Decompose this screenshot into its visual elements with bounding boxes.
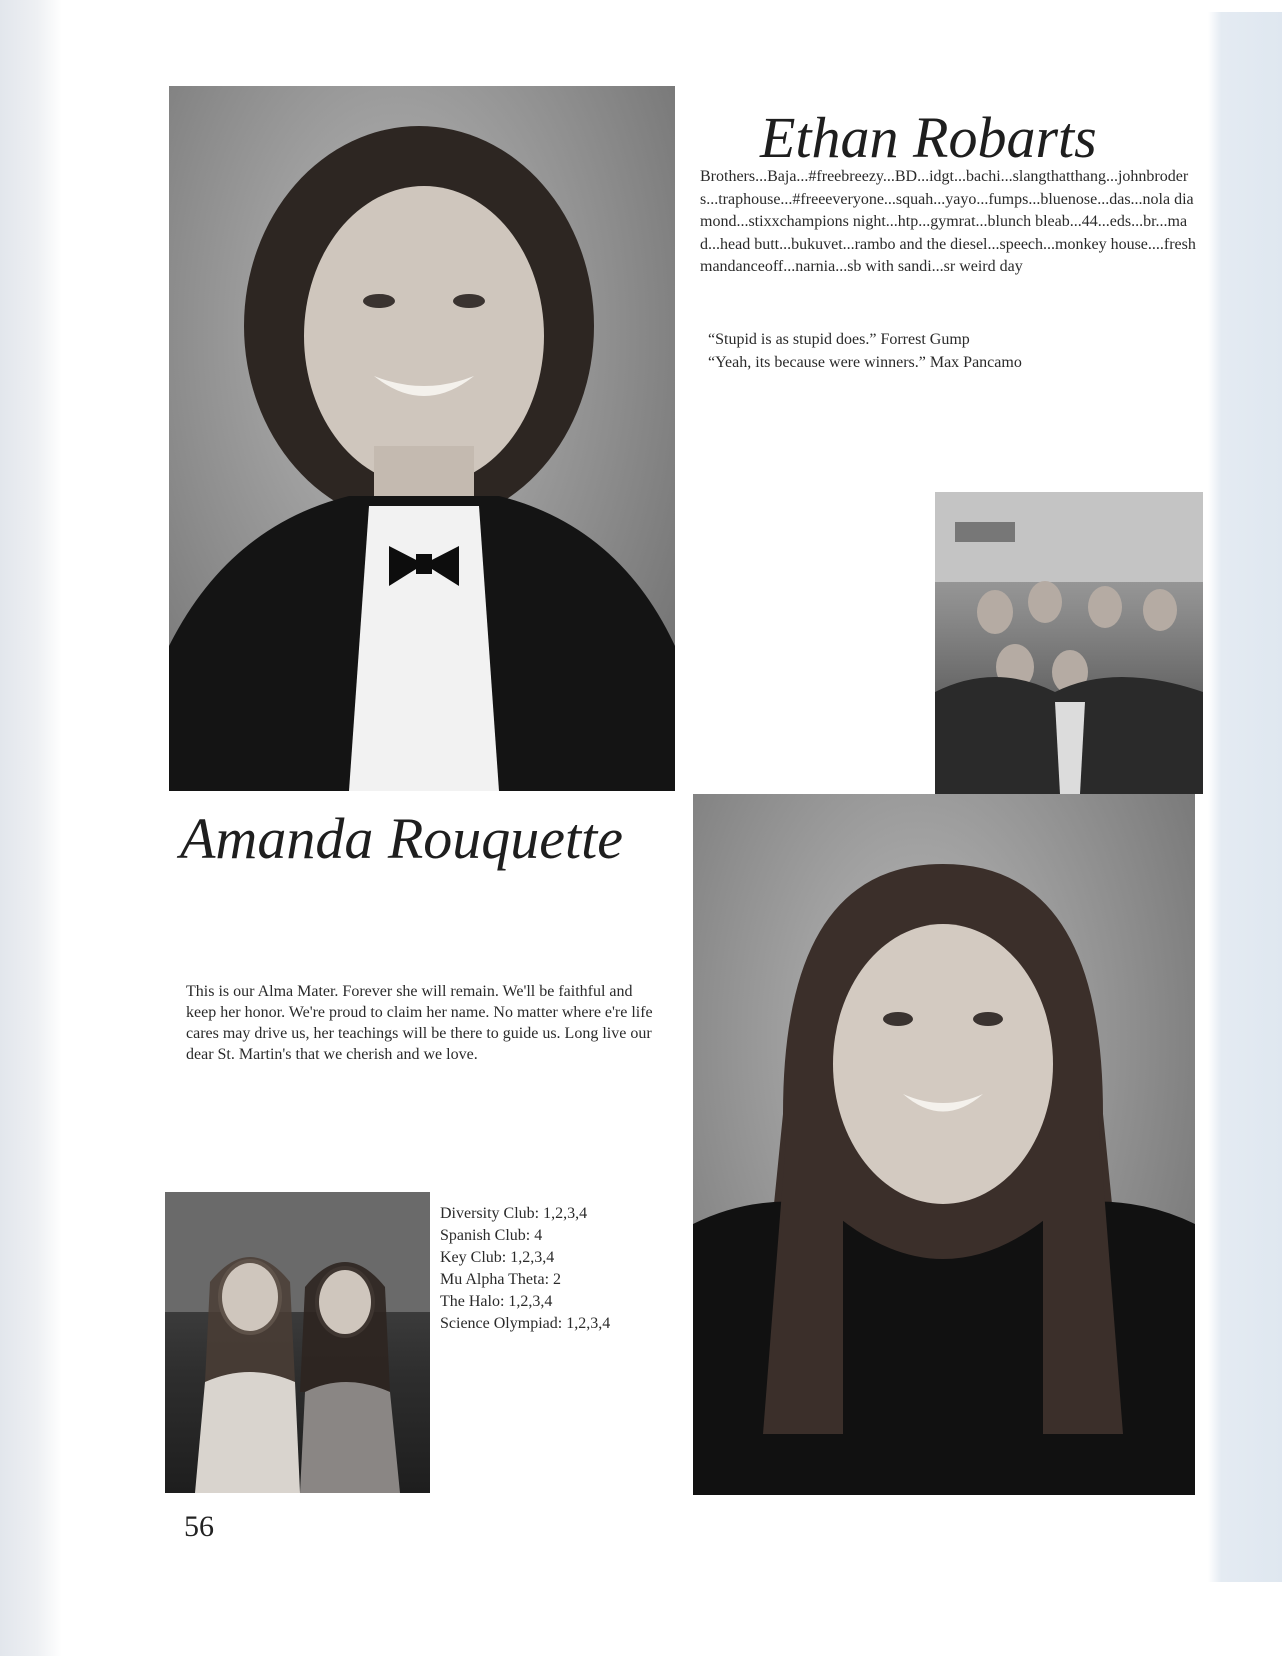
club-item: Spanish Club: 4 [440,1227,543,1244]
amanda-alma-mater-text: This is our Alma Mater. Forever she will remain. We'll be faithful and keep her honor. We're proud to claim her name. No matter where e're life cares may drive us, her teachings will be there to guide us. Long live our dear St. Martin's that we cherish and we love. [186,983,653,1063]
amanda-name-heading: Amanda Rouquette [180,806,623,871]
amanda-clubs-list [440,1203,610,1335]
ethan-quote-1: “Stupid is as stupid does.” Forrest Gump [708,331,970,348]
scan-right-margin [1208,12,1282,1582]
ethan-portrait-photo [169,86,675,791]
club-item: Key Club: 1,2,3,4 [440,1249,555,1266]
club-item: Science Olympiad: 1,2,3,4 [440,1315,611,1332]
club-item: Mu Alpha Theta: 2 [440,1271,562,1288]
club-item: Diversity Club: 1,2,3,4 [440,1205,588,1222]
amanda-friends-photo [165,1192,430,1493]
ethan-bio-text: Brothers...Baja...#freebreezy...BD...idgt...bachi...slangthatthang...johnbroders...traphouse...#freeeveryone...squah...yayo...fumps...bluenose...das...nola diamond...stixxchampions night...htp...gymrat...blunch bleab...44...eds...br...mad...head butt...bukuvet...rambo and the diesel...speech...monkey house....freshmandanceoff...narnia...sb with sandi...sr weird day [700,168,1196,275]
ethan-quote-2: “Yeah, its because were winners.” Max Pancamo [708,354,1022,371]
amanda-portrait-photo [693,794,1195,1495]
scan-left-margin [0,0,62,1656]
page-number: 56 [184,1510,214,1543]
ethan-name-heading: Ethan Robarts [760,105,1097,170]
club-item: The Halo: 1,2,3,4 [440,1293,553,1310]
ethan-group-photo [935,492,1203,794]
